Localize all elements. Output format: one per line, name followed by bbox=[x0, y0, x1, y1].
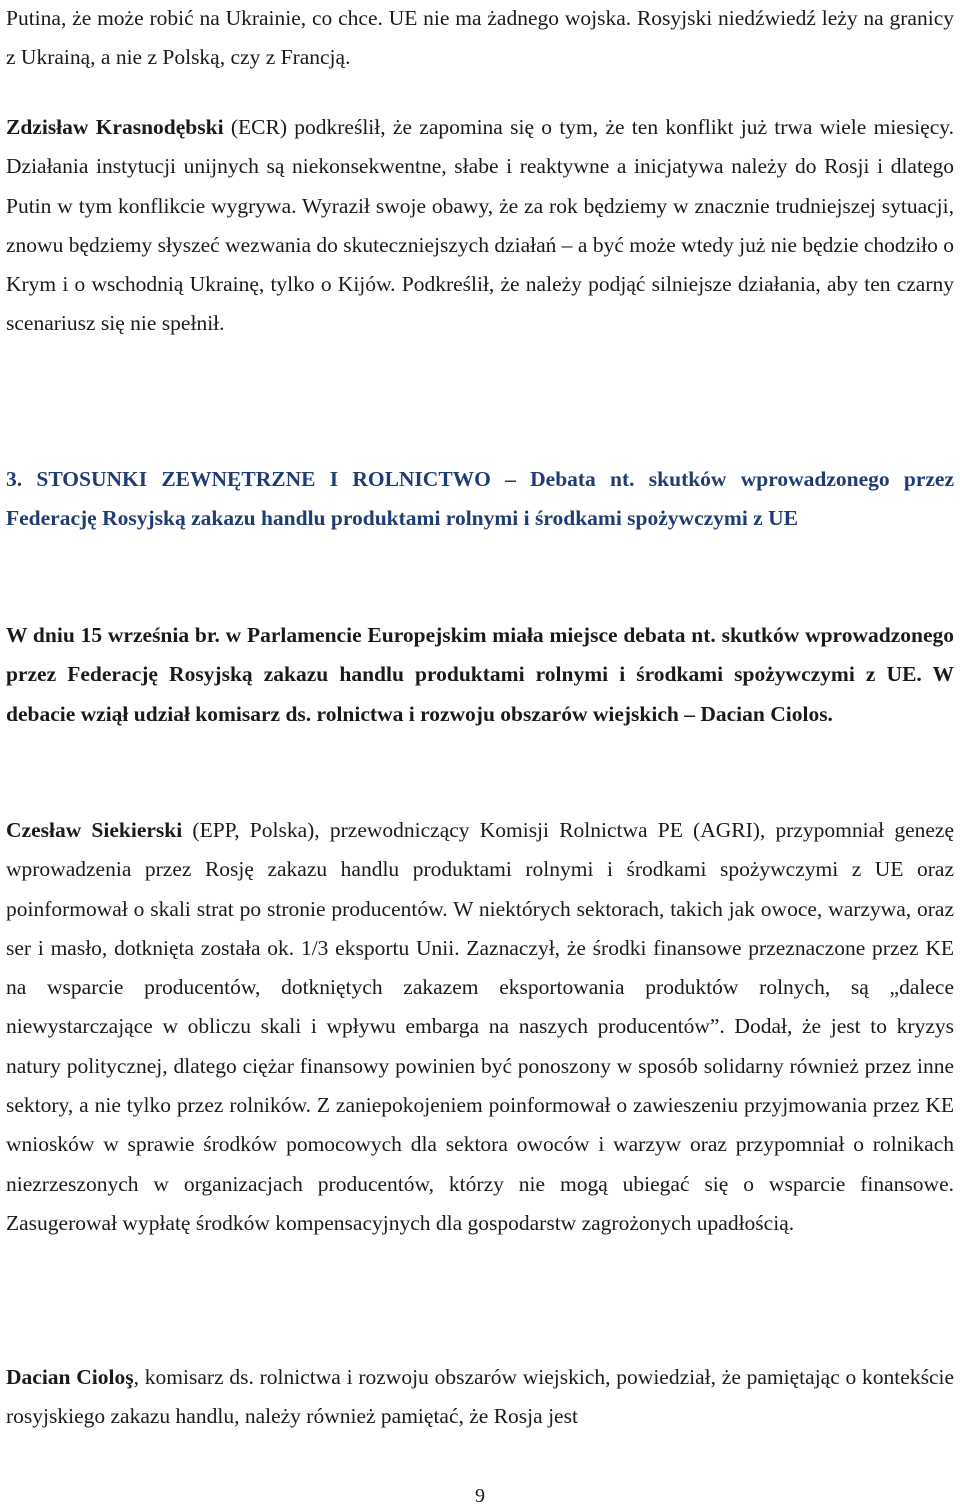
paragraph-text: , komisarz ds. rolnictwa i rozwoju obszarów wiejskich, powiedział, że pamiętając o kontekście rosyjskiego zakazu handlu, należy również pamiętać, że Rosja jest bbox=[6, 1365, 954, 1429]
paragraph-siekierski bbox=[6, 811, 954, 1243]
speaker-name: Dacian Cioloş bbox=[6, 1365, 134, 1389]
paragraph-debate-intro: W dniu 15 września br. w Parlamencie Europejskim miała miejsce debata nt. skutków wprowadzonego przez Federację Rosyjską zakazu handlu produktami rolnymi i środkami spożywczymi z UE. W debacie wziął udział komisarz ds. rolnictwa i rozwoju obszarów wiejskich – Dacian Ciolos. bbox=[6, 623, 954, 726]
page-number: 9 bbox=[475, 1485, 485, 1507]
paragraph-krasnodebski bbox=[6, 108, 954, 344]
speaker-name: Czesław Siekierski bbox=[6, 818, 183, 842]
paragraph-text: (EPP, Polska), przewodniczący Komisji Rolnictwa PE (AGRI), przypomniał genezę wprowadzenia przez Rosję zakazu handlu produktami rolnymi i środkami spożywczymi z UE oraz poinformował o skali strat po stronie producentów. W niektórych sektorach, takich jak owoce, warzywa, oraz ser i masło, dotknięta została ok. 1/3 eksportu Unii. Zaznaczył, że środki finansowe przeznaczone przez KE na wsparcie producentów, dotkniętych zakazem eksportowania produktów rolnych, są „dalece niewystarczające w obliczu skali i wpływu embarga na naszych producentów”. Dodał, że jest to kryzys natury politycznej, dlatego ciężar finansowy powinien być ponoszony w sposób solidarny również przez inne sektory, a nie tylko przez rolników. Z zaniepokojeniem poinformował o zawieszeniu przyjmowania przez KE wniosków w sprawie środków pomocowych dla sektora owoców i warzyw oraz przypomniał o rolnikach niezrzeszonych w organizacjach producentów, którzy nie mogą ubiegać się o wsparcie finansowe. Zasugerował wypłatę środków kompensacyjnych dla gospodarstw zagrożonych upadłością. bbox=[6, 818, 954, 1235]
paragraph-ciolos bbox=[6, 1358, 954, 1437]
paragraph-text: (ECR) podkreślił, że zapomina się o tym, że ten konflikt już trwa wiele miesięcy. Działania instytucji unijnych są niekonsekwentne, słabe i reaktywne a inicjatywa należy do Rosji i dlatego Putin w tym konflikcie wygrywa. Wyraził swoje obawy, że za rok będziemy w znacznie trudniejszej sytuacji, znowu będziemy słyszeć wezwania do skuteczniejszych działań – a być może wtedy już nie będzie chodziło o Krym i o wschodnią Ukrainę, tylko o Kijów. Podkreślił, że należy podjąć silniejsze działania, aby ten czarny scenariusz się nie spełnił. bbox=[6, 115, 955, 336]
speaker-name: Zdzisław Krasnodębski bbox=[6, 115, 224, 139]
section-heading: 3. STOSUNKI ZEWNĘTRZNE I ROLNICTWO – Debata nt. skutków wprowadzonego przez Federację Rosyjską zakazu handlu produktami rolnymi i środkami spożywczymi z UE bbox=[6, 467, 954, 531]
paragraph-continuation: Putina, że może robić na Ukrainie, co chce. UE nie ma żadnego wojska. Rosyjski niedźwiedź leży na granicy z Ukrainą, a nie z Polską, czy z Francją. bbox=[6, 6, 954, 70]
